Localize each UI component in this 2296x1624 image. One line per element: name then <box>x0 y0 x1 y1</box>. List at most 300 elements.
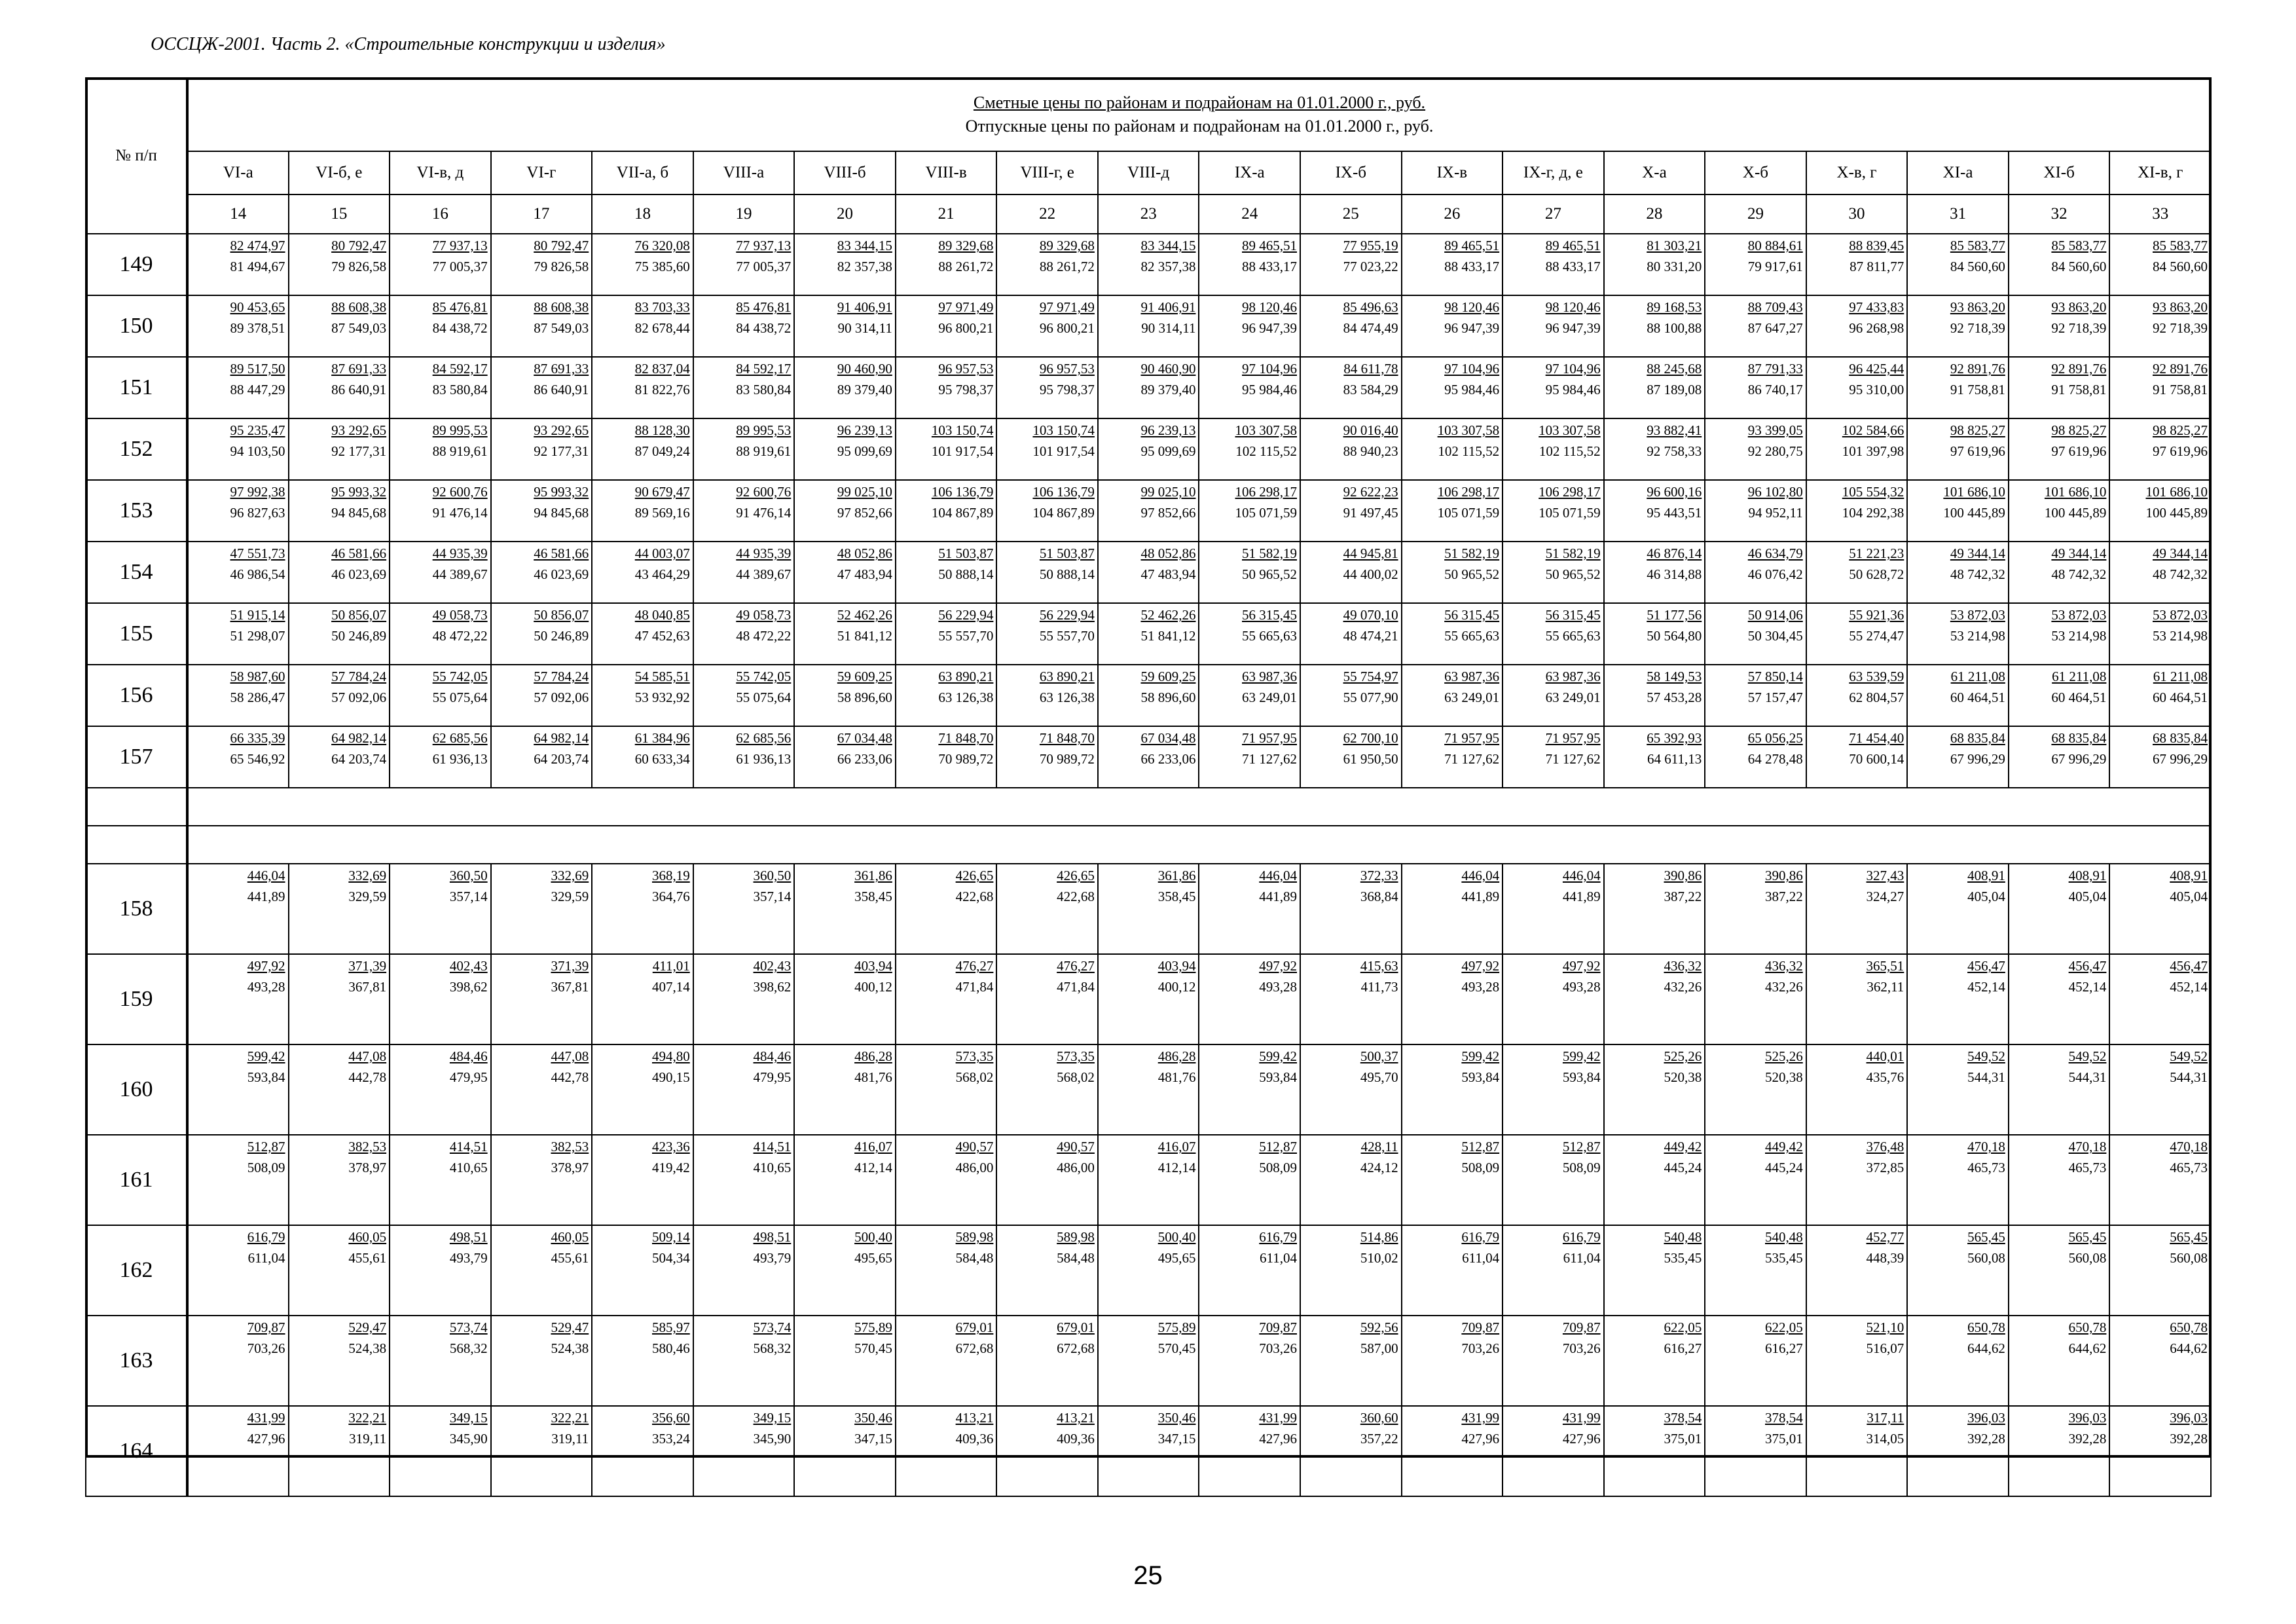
price-cell <box>1402 954 1503 1044</box>
release-price: 47 483,94 <box>837 566 892 582</box>
estimate-price: 565,45 <box>2170 1229 2208 1245</box>
estimate-price: 356,60 <box>651 1410 690 1426</box>
estimate-price: 84 592,17 <box>432 361 488 377</box>
row-number: 163 <box>86 1316 187 1406</box>
release-price: 55 075,64 <box>432 690 488 705</box>
estimate-price: 449,42 <box>1664 1139 1702 1154</box>
estimate-price: 55 921,36 <box>1849 607 1904 623</box>
estimate-price: 55 742,05 <box>432 669 488 684</box>
price-cell <box>693 1044 795 1135</box>
price-cell <box>794 1225 896 1316</box>
release-price: 358,45 <box>854 889 892 904</box>
release-price: 51 841,12 <box>1140 628 1196 644</box>
price-cell <box>1907 234 2009 295</box>
release-price: 48 472,22 <box>736 628 792 644</box>
release-price: 50 965,52 <box>1444 566 1500 582</box>
estimate-price: 62 685,56 <box>432 730 488 746</box>
price-cell <box>289 603 390 665</box>
price-cell <box>693 234 795 295</box>
price-cell <box>390 1225 491 1316</box>
estimate-price: 62 685,56 <box>736 730 792 746</box>
estimate-price: 512,87 <box>1259 1139 1298 1154</box>
estimate-price: 408,91 <box>1967 868 2005 883</box>
release-price: 611,04 <box>1260 1250 1298 1266</box>
release-price: 524,38 <box>348 1340 387 1356</box>
estimate-price: 106 136,79 <box>931 484 994 500</box>
release-price: 95 984,46 <box>1444 382 1500 397</box>
estimate-price: 382,53 <box>348 1139 387 1154</box>
release-price: 89 379,40 <box>837 382 892 397</box>
price-cell <box>1402 603 1503 665</box>
price-cell <box>390 234 491 295</box>
estimate-price: 497,92 <box>1562 958 1601 974</box>
row-number: 154 <box>86 542 187 603</box>
price-cell <box>1098 1225 1199 1316</box>
price-cell <box>1098 603 1199 665</box>
table-row <box>86 1406 2211 1496</box>
price-cell <box>794 357 896 418</box>
release-price: 44 389,67 <box>736 566 792 582</box>
price-cell <box>2109 603 2211 665</box>
estimate-price: 650,78 <box>2170 1320 2208 1335</box>
price-cell <box>1604 234 1705 295</box>
blank-row <box>86 788 2211 826</box>
estimate-price: 402,43 <box>753 958 792 974</box>
price-cell <box>2109 542 2211 603</box>
price-cell <box>1503 295 1604 357</box>
release-price: 568,32 <box>753 1340 792 1356</box>
release-price: 87 049,24 <box>634 443 690 459</box>
release-price: 50 246,89 <box>331 628 387 644</box>
estimate-price: 59 609,25 <box>837 669 892 684</box>
release-price: 63 249,01 <box>1545 690 1601 705</box>
release-price: 432,26 <box>1765 979 1803 995</box>
estimate-price: 68 835,84 <box>2153 730 2208 746</box>
price-cell <box>592 295 693 357</box>
row-number: 153 <box>86 480 187 542</box>
release-price: 89 378,51 <box>230 320 285 336</box>
estimate-price: 540,48 <box>1765 1229 1803 1245</box>
price-cell <box>1503 665 1604 726</box>
release-price: 570,45 <box>1157 1340 1196 1356</box>
estimate-price: 497,92 <box>1461 958 1500 974</box>
estimate-price: 452,77 <box>1866 1229 1904 1245</box>
release-price: 82 357,38 <box>837 259 892 274</box>
price-cell <box>1503 864 1604 954</box>
estimate-price: 447,08 <box>551 1048 589 1064</box>
price-cell <box>1705 665 1806 726</box>
release-price: 57 092,06 <box>534 690 589 705</box>
price-cell <box>2009 357 2110 418</box>
row-number: 152 <box>86 418 187 480</box>
estimate-price: 402,43 <box>449 958 488 974</box>
estimate-price: 565,45 <box>2068 1229 2107 1245</box>
price-cell <box>187 665 289 726</box>
estimate-price: 106 298,17 <box>1235 484 1298 500</box>
price-cell <box>187 1406 289 1496</box>
release-price: 53 932,92 <box>634 690 690 705</box>
estimate-price: 63 987,36 <box>1242 669 1298 684</box>
release-price: 91 758,81 <box>2153 382 2208 397</box>
page-number: 25 <box>1133 1561 1163 1590</box>
estimate-price: 63 987,36 <box>1444 669 1500 684</box>
price-cell <box>1604 1135 1705 1225</box>
estimate-price: 97 971,49 <box>1039 299 1095 315</box>
release-price: 703,26 <box>1259 1340 1298 1356</box>
price-cell <box>996 1135 1098 1225</box>
estimate-price: 365,51 <box>1866 958 1904 974</box>
estimate-price: 46 634,79 <box>1747 545 1803 561</box>
price-cell <box>491 665 592 726</box>
release-price: 611,04 <box>1462 1250 1500 1266</box>
release-price: 95 099,69 <box>1140 443 1196 459</box>
price-cell <box>996 1406 1098 1496</box>
estimate-price: 88 839,45 <box>1849 238 1904 253</box>
estimate-price: 51 177,56 <box>1647 607 1702 623</box>
price-cell <box>794 480 896 542</box>
estimate-price: 71 957,95 <box>1242 730 1298 746</box>
price-cell <box>2109 1406 2211 1496</box>
estimate-price: 449,42 <box>1765 1139 1803 1154</box>
price-cell <box>289 357 390 418</box>
release-price: 580,46 <box>651 1340 690 1356</box>
price-cell <box>289 954 390 1044</box>
estimate-price: 103 307,58 <box>1235 422 1298 438</box>
price-cell <box>187 1044 289 1135</box>
estimate-price: 56 315,45 <box>1242 607 1298 623</box>
estimate-price: 63 890,21 <box>938 669 994 684</box>
price-cell <box>289 295 390 357</box>
estimate-price: 103 307,58 <box>1437 422 1500 438</box>
estimate-price: 456,47 <box>2068 958 2107 974</box>
estimate-price: 93 863,20 <box>1950 299 2005 315</box>
estimate-price: 77 937,13 <box>432 238 488 253</box>
release-price: 61 936,13 <box>736 751 792 767</box>
estimate-price: 408,91 <box>2170 868 2208 883</box>
estimate-price: 599,42 <box>1259 1048 1298 1064</box>
release-price: 493,79 <box>753 1250 792 1266</box>
estimate-price: 349,15 <box>753 1410 792 1426</box>
price-cell <box>2109 1044 2211 1135</box>
estimate-price: 44 935,39 <box>432 545 488 561</box>
release-price: 71 127,62 <box>1545 751 1601 767</box>
price-cell <box>1402 234 1503 295</box>
release-price: 88 447,29 <box>230 382 285 397</box>
price-cell <box>2009 1044 2110 1135</box>
release-price: 508,09 <box>1461 1160 1500 1175</box>
price-cell <box>390 954 491 1044</box>
release-price: 324,27 <box>1866 889 1904 904</box>
release-price: 92 718,39 <box>2051 320 2107 336</box>
release-price: 481,76 <box>1157 1069 1196 1085</box>
estimate-price: 82 837,04 <box>634 361 690 377</box>
release-price: 58 896,60 <box>837 690 892 705</box>
price-cell <box>2009 1406 2110 1496</box>
estimate-price: 98 120,46 <box>1242 299 1298 315</box>
release-price: 535,45 <box>1664 1250 1702 1266</box>
release-price: 88 433,17 <box>1242 259 1298 274</box>
release-price: 486,00 <box>955 1160 994 1175</box>
estimate-price: 476,27 <box>955 958 994 974</box>
release-price: 66 233,06 <box>1140 751 1196 767</box>
price-cell <box>1199 480 1300 542</box>
price-cell <box>289 726 390 788</box>
price-cell <box>693 1406 795 1496</box>
price-cell <box>289 1406 390 1496</box>
price-cell <box>996 357 1098 418</box>
estimate-price: 46 581,66 <box>534 545 589 561</box>
estimate-price: 93 863,20 <box>2153 299 2208 315</box>
release-price: 53 214,98 <box>2153 628 2208 644</box>
price-cell <box>1503 418 1604 480</box>
price-cell <box>996 1044 1098 1135</box>
price-cell <box>1098 1316 1199 1406</box>
price-cell <box>794 542 896 603</box>
row-number: 157 <box>86 726 187 788</box>
estimate-price: 55 754,97 <box>1343 669 1398 684</box>
estimate-price: 51 503,87 <box>938 545 994 561</box>
estimate-price: 97 104,96 <box>1242 361 1298 377</box>
estimate-price: 49 344,14 <box>2153 545 2208 561</box>
price-cell <box>187 1135 289 1225</box>
release-price: 560,08 <box>2170 1250 2208 1266</box>
price-cell <box>390 357 491 418</box>
price-cell <box>187 726 289 788</box>
release-price: 97 619,96 <box>2153 443 2208 459</box>
price-cell <box>390 418 491 480</box>
release-price: 479,95 <box>753 1069 792 1085</box>
estimate-price: 360,60 <box>1360 1410 1398 1426</box>
release-price: 427,96 <box>1461 1431 1500 1447</box>
region-header: X-а <box>1604 151 1705 194</box>
estimate-price: 456,47 <box>2170 958 2208 974</box>
region-header: IX-в <box>1402 151 1503 194</box>
release-price: 82 678,44 <box>634 320 690 336</box>
estimate-price: 92 891,76 <box>2153 361 2208 377</box>
estimate-price: 68 835,84 <box>1950 730 2005 746</box>
release-price: 48 742,32 <box>2153 566 2208 582</box>
release-price: 62 804,57 <box>1849 690 1904 705</box>
estimate-price: 71 848,70 <box>1039 730 1095 746</box>
price-cell <box>1199 1225 1300 1316</box>
price-cell <box>289 1135 390 1225</box>
estimate-price: 431,99 <box>1461 1410 1500 1426</box>
release-price: 57 092,06 <box>331 690 387 705</box>
release-price: 97 852,66 <box>1140 505 1196 521</box>
estimate-price: 390,86 <box>1664 868 1702 883</box>
price-cell <box>896 603 997 665</box>
estimate-price: 103 150,74 <box>1032 422 1095 438</box>
release-price: 97 852,66 <box>837 505 892 521</box>
release-price: 83 584,29 <box>1343 382 1398 397</box>
region-header: VI-г <box>491 151 592 194</box>
release-price: 50 246,89 <box>534 628 589 644</box>
estimate-price: 446,04 <box>247 868 285 883</box>
price-cell <box>289 542 390 603</box>
release-price: 43 464,29 <box>634 566 690 582</box>
price-cell <box>2009 1225 2110 1316</box>
price-cell <box>1806 603 1908 665</box>
release-price: 387,22 <box>1664 889 1702 904</box>
table-row <box>86 234 2211 295</box>
estimate-price: 408,91 <box>2068 868 2107 883</box>
release-price: 465,73 <box>1967 1160 2005 1175</box>
price-cell <box>693 480 795 542</box>
price-cell <box>187 234 289 295</box>
price-cell <box>996 864 1098 954</box>
estimate-price: 96 239,13 <box>1140 422 1196 438</box>
release-price: 387,22 <box>1765 889 1803 904</box>
price-cell <box>1806 726 1908 788</box>
estimate-price: 89 329,68 <box>938 238 994 253</box>
release-price: 90 314,11 <box>837 320 892 336</box>
release-price: 58 286,47 <box>230 690 285 705</box>
release-price: 452,14 <box>1967 979 2005 995</box>
release-price: 100 445,89 <box>1943 505 2005 521</box>
release-price: 47 452,63 <box>634 628 690 644</box>
release-price: 92 177,31 <box>331 443 387 459</box>
price-cell <box>693 357 795 418</box>
release-price: 319,11 <box>551 1431 589 1447</box>
release-price: 329,59 <box>348 889 387 904</box>
price-cell <box>491 726 592 788</box>
price-cell <box>1806 864 1908 954</box>
price-cell <box>1402 1135 1503 1225</box>
release-price: 81 494,67 <box>230 259 285 274</box>
price-cell <box>1806 234 1908 295</box>
release-price: 611,04 <box>247 1250 285 1266</box>
release-price: 490,15 <box>651 1069 690 1085</box>
release-price: 67 996,29 <box>1950 751 2005 767</box>
release-price: 91 476,14 <box>736 505 792 521</box>
num-header: № п/п <box>86 78 187 234</box>
release-price: 445,24 <box>1664 1160 1702 1175</box>
release-price: 409,36 <box>955 1431 994 1447</box>
price-cell <box>1098 1135 1199 1225</box>
price-cell <box>693 1316 795 1406</box>
price-cell <box>1199 665 1300 726</box>
price-cell <box>1503 234 1604 295</box>
estimate-price: 52 462,26 <box>1140 607 1196 623</box>
price-cell <box>794 665 896 726</box>
release-price: 432,26 <box>1664 979 1702 995</box>
estimate-price: 361,86 <box>1157 868 1196 883</box>
estimate-price: 85 476,81 <box>736 299 792 315</box>
price-cell <box>1098 418 1199 480</box>
estimate-price: 575,89 <box>1157 1320 1196 1335</box>
release-price: 70 989,72 <box>1039 751 1095 767</box>
price-cell <box>1907 480 2009 542</box>
price-cell <box>1705 1406 1806 1496</box>
column-number: 28 <box>1604 194 1705 234</box>
release-price: 471,84 <box>955 979 994 995</box>
estimate-price: 82 474,97 <box>230 238 285 253</box>
estimate-price: 97 971,49 <box>938 299 994 315</box>
release-price: 441,89 <box>247 889 285 904</box>
estimate-price: 500,40 <box>854 1229 892 1245</box>
price-cell <box>1402 726 1503 788</box>
release-price: 495,65 <box>854 1250 892 1266</box>
region-header: IX-б <box>1300 151 1402 194</box>
price-cell <box>1604 418 1705 480</box>
price-cell <box>1402 480 1503 542</box>
estimate-price: 103 150,74 <box>931 422 994 438</box>
release-price: 398,62 <box>753 979 792 995</box>
price-cell <box>1300 418 1402 480</box>
price-cell <box>693 295 795 357</box>
price-cell <box>1300 665 1402 726</box>
release-price: 46 023,69 <box>534 566 589 582</box>
estimate-price: 84 592,17 <box>736 361 792 377</box>
estimate-price: 322,21 <box>551 1410 589 1426</box>
release-price: 544,31 <box>2068 1069 2107 1085</box>
price-cell <box>693 665 795 726</box>
release-price: 372,85 <box>1866 1160 1904 1175</box>
release-price: 44 389,67 <box>432 566 488 582</box>
estimate-price: 497,92 <box>1259 958 1298 974</box>
release-price: 71 127,62 <box>1242 751 1298 767</box>
estimate-price: 92 891,76 <box>2051 361 2107 377</box>
release-price: 508,09 <box>1259 1160 1298 1175</box>
price-cell <box>187 603 289 665</box>
price-cell <box>1907 1044 2009 1135</box>
estimate-price: 56 315,45 <box>1444 607 1500 623</box>
price-cell <box>390 603 491 665</box>
release-price: 48 742,32 <box>1950 566 2005 582</box>
release-price: 94 952,11 <box>1748 505 1803 521</box>
release-price: 405,04 <box>2170 889 2208 904</box>
table-title <box>187 78 2211 151</box>
price-cell <box>1098 1406 1199 1496</box>
release-price: 101 917,54 <box>931 443 994 459</box>
price-cell <box>1604 1044 1705 1135</box>
estimate-price: 476,27 <box>1057 958 1095 974</box>
estimate-price: 105 554,32 <box>1842 484 1904 500</box>
release-price: 452,14 <box>2170 979 2208 995</box>
region-header: XI-а <box>1907 151 2009 194</box>
release-price: 412,14 <box>1157 1160 1196 1175</box>
estimate-price: 436,32 <box>1664 958 1702 974</box>
estimate-price: 81 303,21 <box>1647 238 1702 253</box>
release-price: 84 560,60 <box>2051 259 2107 274</box>
release-price: 50 888,14 <box>1039 566 1095 582</box>
price-cell <box>592 864 693 954</box>
estimate-price: 63 987,36 <box>1545 669 1601 684</box>
release-price: 104 867,89 <box>1032 505 1095 521</box>
price-cell <box>1402 1316 1503 1406</box>
release-price: 92 280,75 <box>1747 443 1803 459</box>
release-price: 353,24 <box>651 1431 690 1447</box>
price-cell <box>794 1044 896 1135</box>
release-price: 405,04 <box>1967 889 2005 904</box>
release-price: 703,26 <box>247 1340 285 1356</box>
release-price: 88 919,61 <box>736 443 792 459</box>
table-row <box>86 295 2211 357</box>
price-cell <box>390 542 491 603</box>
release-price: 367,81 <box>551 979 589 995</box>
release-price: 96 947,39 <box>1444 320 1500 336</box>
estimate-price: 573,35 <box>955 1048 994 1064</box>
row-number: 150 <box>86 295 187 357</box>
price-cell <box>491 357 592 418</box>
row-number: 161 <box>86 1135 187 1225</box>
release-price: 493,28 <box>1562 979 1601 995</box>
column-number: 32 <box>2009 194 2110 234</box>
table-row <box>86 864 2211 954</box>
estimate-price: 61 384,96 <box>634 730 690 746</box>
price-cell <box>1604 542 1705 603</box>
price-cell <box>1300 1135 1402 1225</box>
